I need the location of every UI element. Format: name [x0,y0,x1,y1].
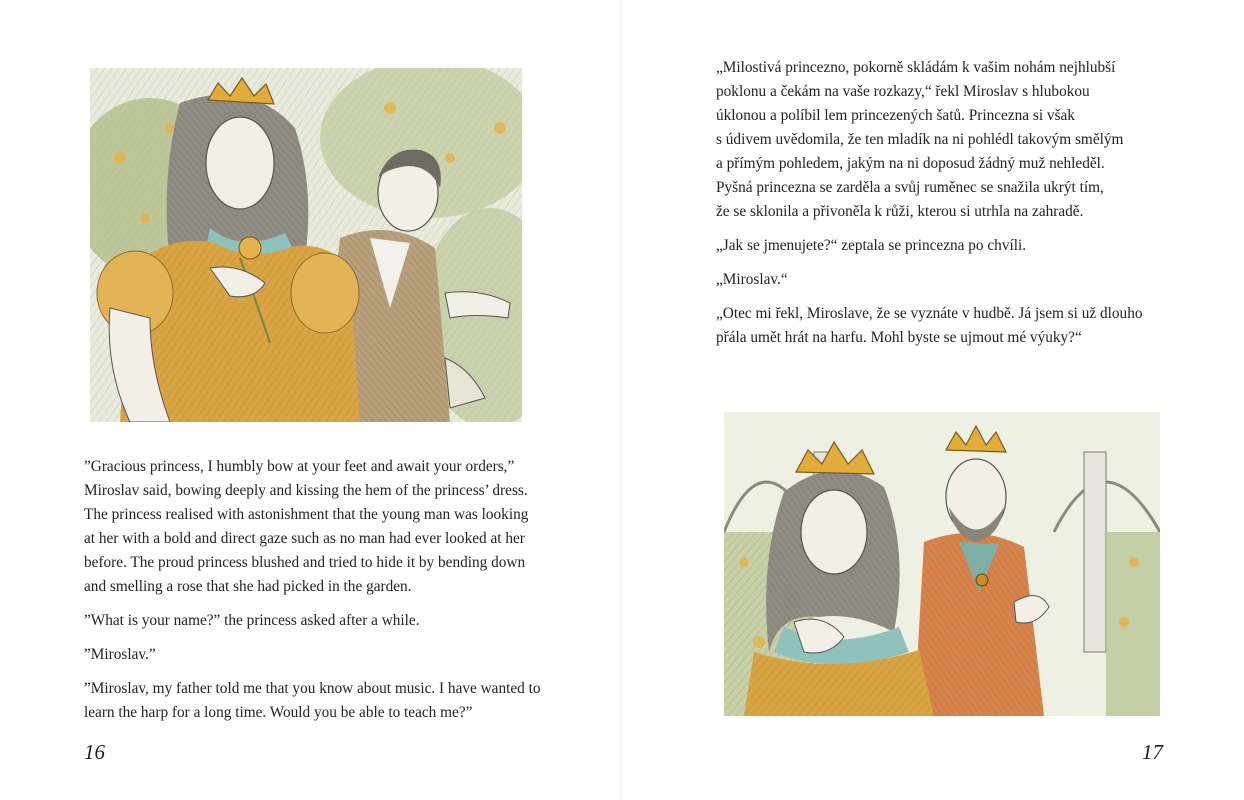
text-line: poklonu a čekám na vaše rozkazy,“ řekl Miroslav s hlubokou [716,83,1090,100]
text-line: ”Miroslav, my father told me that you know about music. I have wanted to [84,680,541,697]
text-line: úklonou a políbil lem princezených šatů. Princezna si však [716,107,1075,124]
text-line: „Miroslav.“ [716,271,788,288]
text-line: ”Gracious princess, I humbly bow at your feet and await your orders,” [84,458,515,475]
text-line: že se sklonila a přivoněla k růži, kterou si utrhla na zahradě. [716,203,1084,220]
text-line: ”Miroslav.” [84,646,156,663]
paragraph-1 [716,56,1176,224]
text-line: before. The proud princess blushed and tried to hide it by bending down [84,554,526,571]
right-page-text [716,56,1176,360]
page-number-left: 16 [84,740,105,764]
text-line: přála umět hrát na harfu. Mohl byste se ujmout mé výuky?“ [716,329,1082,346]
text-line: s údivem uvědomila, že ten mladík na ni pohlédl takovým smělým [716,131,1124,148]
princess-and-king-illustration [724,412,1160,716]
text-line: ”What is your name?” the princess asked after a while. [84,612,420,629]
text-line: „Jak se jmenujete?“ zeptala se princezna po chvíli. [716,237,1027,254]
right-page [622,0,1244,800]
text-line: „Otec mi řekl, Miroslave, že se vyznáte v hudbě. Já jsem si už dlouho [716,305,1143,322]
text-line: Pyšná princezna se zarděla a svůj ruměnec se snažila ukrýt tím, [716,179,1104,196]
left-page-text [84,455,541,735]
paragraph-2 [84,609,534,633]
princess-and-miroslav-illustration [90,68,522,422]
paragraph-2 [716,234,1176,258]
page-number-right: 17 [1142,740,1163,764]
text-line: a přímým pohledem, jakým na ni doposud žádný muž nehleděl. [716,155,1105,172]
text-line: and smelling a rose that she had picked in the garden. [84,578,412,595]
text-line: at her with a bold and direct gaze such as no man had ever looked at her [84,530,525,547]
paragraph-4 [716,302,1176,350]
paragraph-3 [84,643,534,667]
text-line: The princess realised with astonishment that the young man was looking [84,506,529,523]
text-line: Miroslav said, bowing deeply and kissing the hem of the princess’ dress. [84,482,528,499]
text-line: learn the harp for a long time. Would you be able to teach me?” [84,704,473,721]
text-line: „Milostivá princezno, pokorně skládám k vašim nohám nejhlubší [716,59,1116,76]
paragraph-3 [716,268,1176,292]
paragraph-4 [84,677,541,725]
paragraph-1 [84,455,534,599]
